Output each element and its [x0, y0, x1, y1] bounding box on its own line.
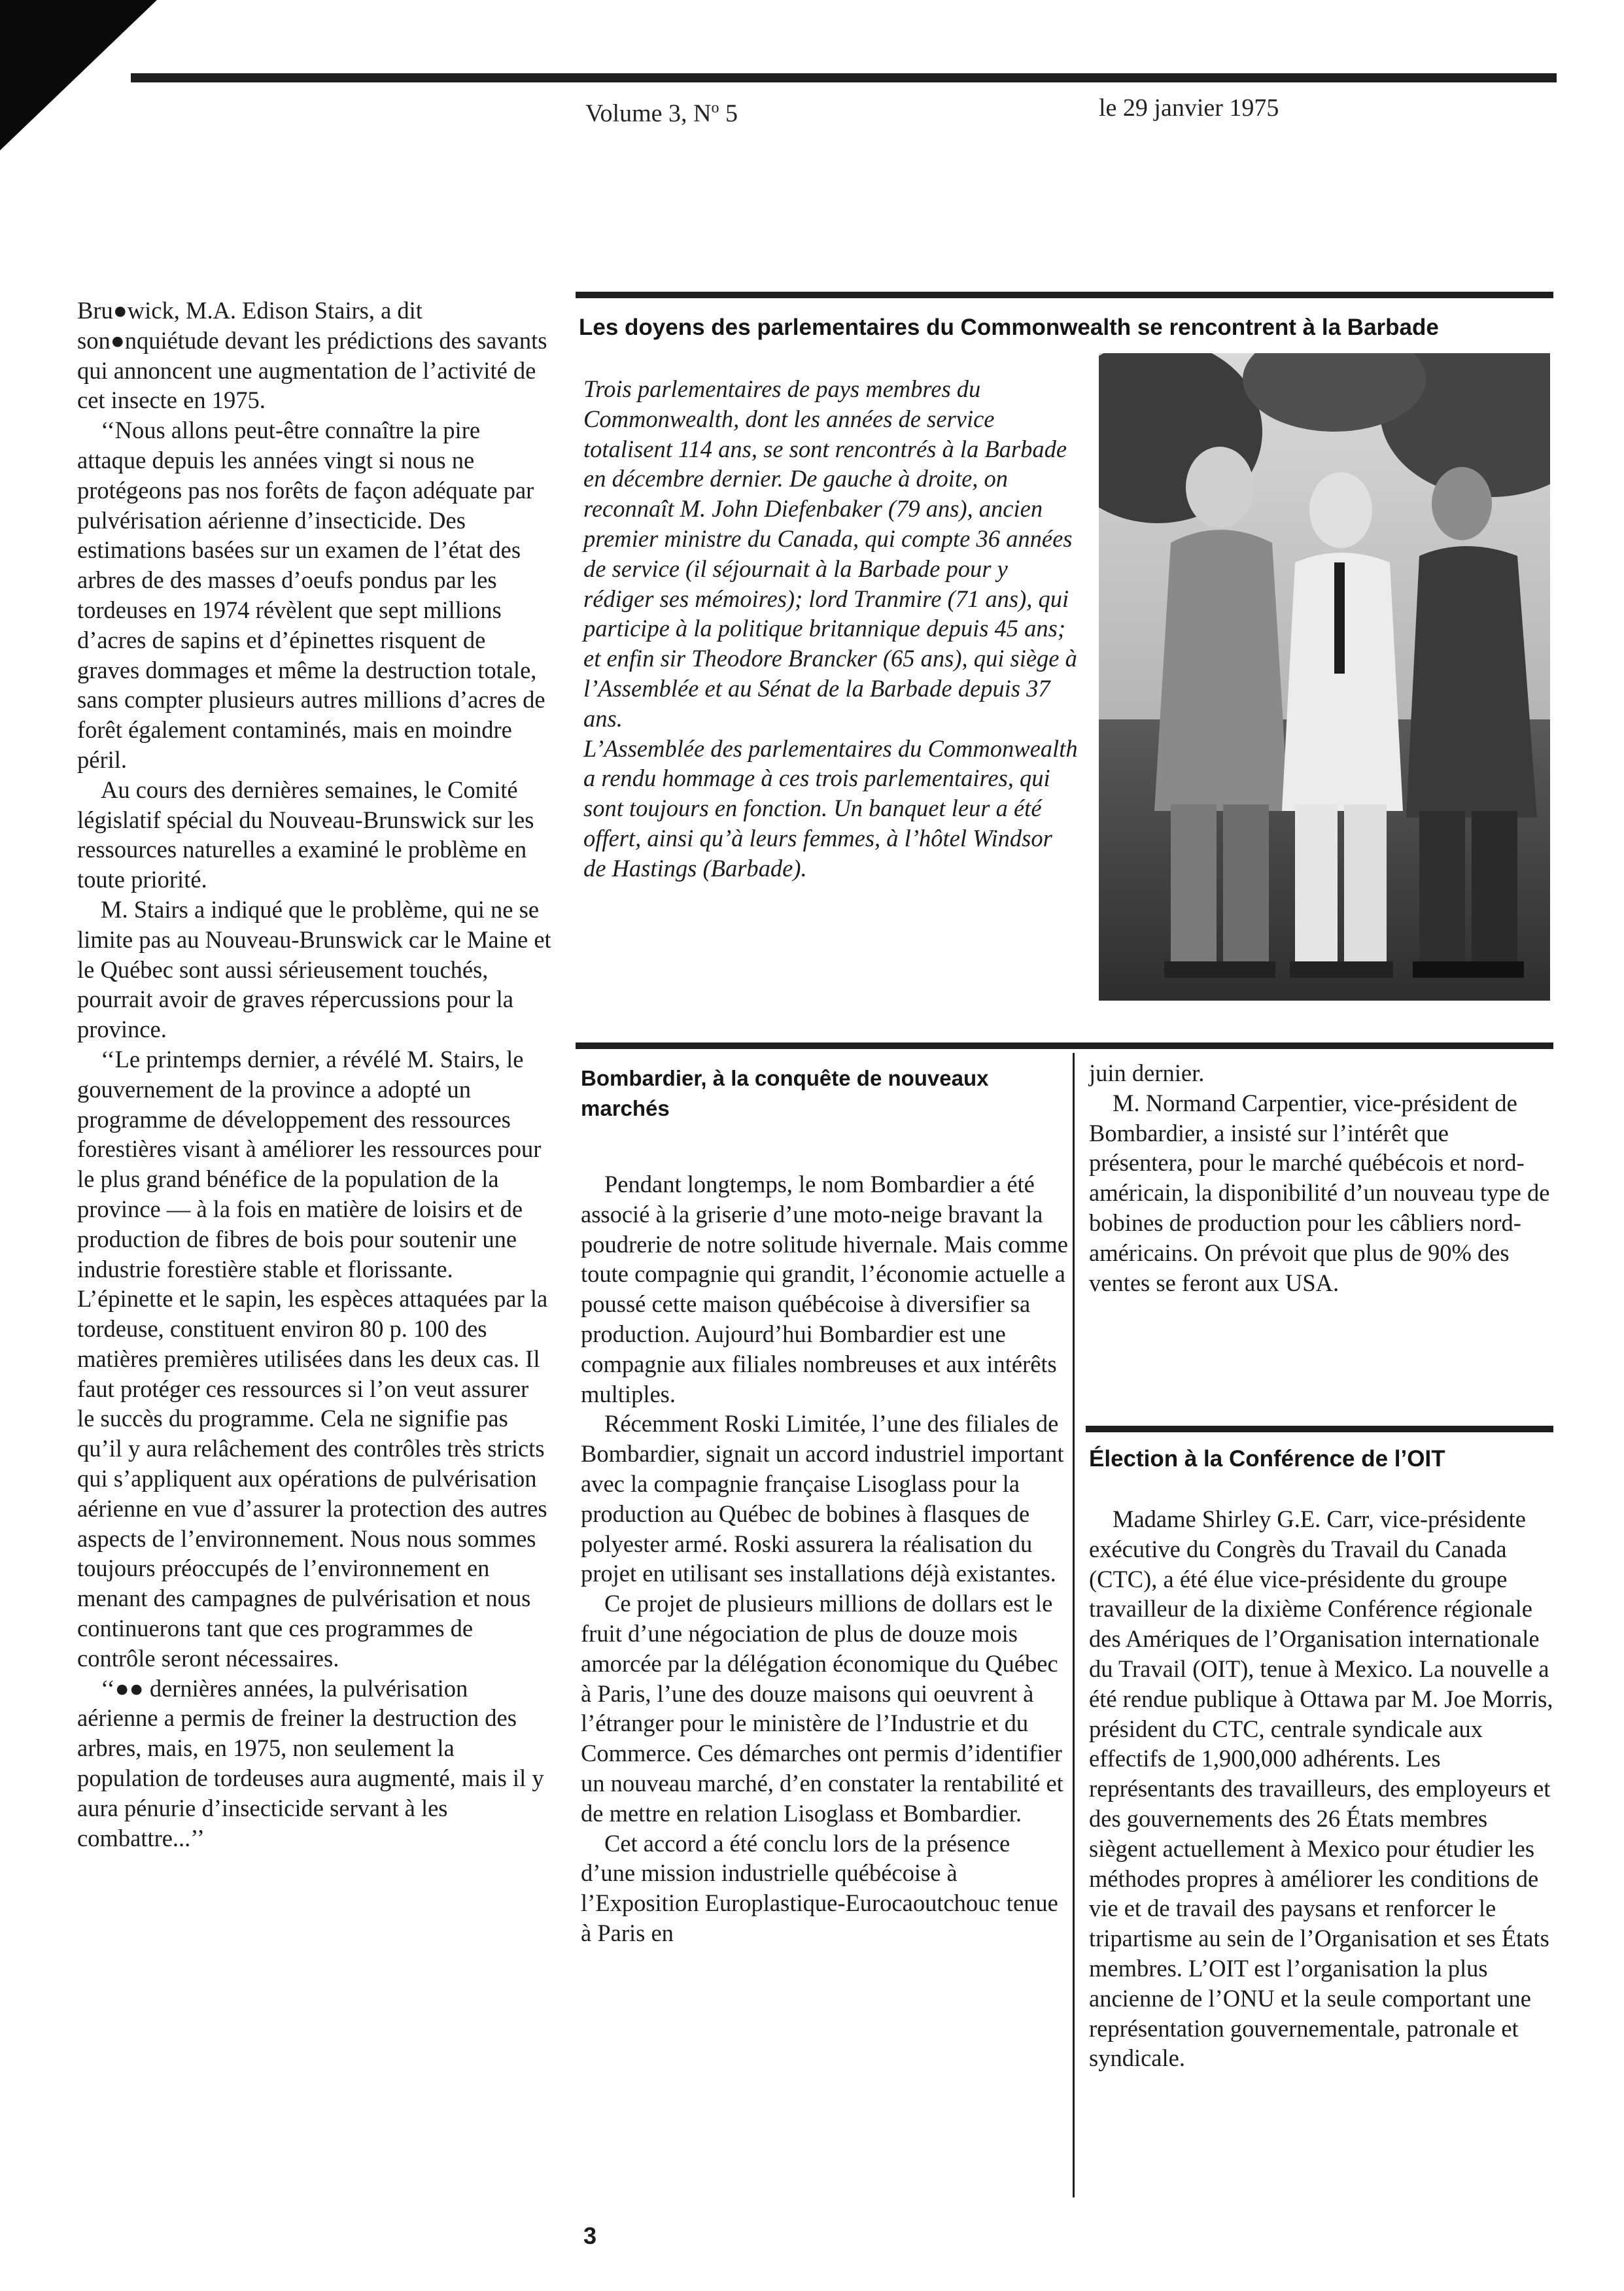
left-paragraph: Bru●wick, M.A. Edison Stairs, a dit son●nquiétude devant les prédictions des savants qui annoncent une augmentation de l’activité de cet insecte en 1975. [77, 297, 547, 414]
bombardier-paragraph: M. Normand Carpentier, vice-président de Bombardier, a insisté sur l’intérêt que présentera, pour le marché québécois et nord-américain, la disponibilité d’un nouveau type de bobines de production pour les câbliers nord-américains. On prévoit que plus de 90% des ventes se feront aux USA. [1089, 1089, 1550, 1296]
issue-date: le 29 janvier 1975 [1099, 94, 1279, 122]
bombardier-col2 [1089, 1058, 1555, 1298]
bombardier-col1 [581, 1169, 1068, 1948]
left-paragraph: M. Stairs a indiqué que le problème, qui ne se limite pas au Nouveau-Brunswick car le Maine et le Québec sont aussi sérieusement touchés, pourrait avoir de graves répercussions pour la province. [77, 895, 551, 1043]
page-number: 3 [583, 2222, 597, 2249]
left-column-article [77, 296, 551, 1853]
column-divider [1073, 1053, 1075, 2197]
caption-paragraph: L’Assemblée des parlementaires du Commonwealth a rendu hommage à ces trois parlementaires, qui sont toujours en fonction. Un banquet leur a été offert, ainsi qu’à leurs femmes, à l’hôtel Windsor de Hastings (Barbade). [583, 734, 1078, 882]
left-paragraph: ‘‘Le printemps dernier, a révélé M. Stairs, le gouvernement de la province a adopté un programme de développement des ressources forestières visant à améliorer les ressources pour le plus grand bénéfice de la population de la province — à la fois en matière de loisirs et de production de fibres de bois pour soutenir une industrie forestière stable et florissante. L’épinette et le sapin, les espèces attaquées par la tordeuse, constituent environ 80 p. 100 des matières premières utilisées dans les deux cas. Il faut protéger ces ressources si l’on veut assurer le succès du programme. Cela ne signifie pas qu’il y aura relâchement des contrôles très stricts qui s’appliquent aux opérations de pulvérisation aérienne en vue d’assurer la protection des autres aspects de l’environnement. Nous nous sommes toujours préoccupés de l’environnement en menant des campagnes de pulvérisation et nous continuerons tant que ces programmes de contrôle seront nécessaires. [77, 1045, 548, 1672]
bombardier-top-rule [576, 1042, 1553, 1049]
oit-body [1089, 1504, 1555, 2073]
bombardier-paragraph: Récemment Roski Limitée, l’une des filiales de Bombardier, signait un accord industriel important avec la compagnie française Lisoglass pour la production au Québec de bobines à flasques de polyester armé. Roski assurera la réalisation du projet en utilisant ses installations déjà existantes. [581, 1410, 1064, 1587]
bombardier-paragraph: Pendant longtemps, le nom Bombardier a été associé à la griserie d’une moto-neige bravant la poudrerie de notre solitude hivernale. Mais comme toute compagnie qui grandit, l’économie actuelle a poussé cette maison québécoise à diversifier sa production. Aujourd’hui Bombardier est une compagnie aux filiales nombreuses et aux intérêts multiples. [581, 1171, 1068, 1407]
oit-headline: Élection à la Conférence de l’OIT [1089, 1446, 1445, 1472]
barbade-headline: Les doyens des parlementaires du Commonwealth se rencontrent à la Barbade [579, 315, 1439, 340]
bombardier-paragraph: Cet accord a été conclu lors de la présence d’une mission industrielle québécoise à l’Exposition Europlastique-Eurocaoutchouc tenue à Paris en [581, 1829, 1058, 1946]
left-paragraph: ‘‘Nous allons peut-être connaître la pire attaque depuis les années vingt si nous ne protégeons pas nos forêts de façon adéquate par pulvérisation aérienne d’insecticide. Des estimations basées sur un examen de l’état des arbres de des masses d’oeufs pondus par les tordeuses en 1974 révèlent que sept millions d’acres de sapins et d’épinettes risquent de graves dommages et même la destruction totale, sans compter plusieurs autres millions d’acres de forêt également contaminés, mais en moindre péril. [77, 417, 545, 773]
oit-top-rule [1086, 1426, 1553, 1432]
left-paragraph: ‘‘●● dernières années, la pulvérisation aérienne a permis de freiner la destruction des arbres, mais, en 1975, non seulement la population de tordeuses aura augmenté, mais il y aura pénurie d’insecticide servant à les combattre...’’ [77, 1674, 544, 1852]
oit-paragraph: Madame Shirley G.E. Carr, vice-présidente exécutive du Congrès du Travail du Canada (CTC), a été élue vice-présidente du groupe travailleur de la dixième Conférence régionale des Amériques de l’Organisation internationale du Travail (OIT), tenue à Mexico. La nouvelle a été rendue publique à Ottawa par M. Joe Morris, président du CTC, centrale syndicale aux effectifs de 1,900,000 adhérents. Les représentants des travailleurs, des employeurs et des gouvernements des 26 États membres siègent actuellement à Mexico pour étudier les méthodes propres à améliorer les conditions de vie et de travail des paysans et renforcer le tripartisme au sein de l’Organisation et ses États membres. L’OIT est l’organisation la plus ancienne de l’ONU et la seule comportant une représentation gouvernementale, patronale et syndicale. [1089, 1506, 1553, 2072]
volume-superscript: o [711, 99, 719, 116]
volume-label [585, 92, 738, 128]
left-paragraph: Au cours des dernières semaines, le Comité législatif spécial du Nouveau-Brunswick sur les ressources naturelles a examiné le problème en toute priorité. [77, 776, 534, 893]
barbade-caption [583, 374, 1080, 884]
caption-paragraph: Trois parlementaires de pays membres du Commonwealth, dont les années de service totalisent 114 ans, se sont rencontrés à la Barbade en décembre dernier. De gauche à droite, on reconnaît M. John Diefenbaker (79 ans), ancien premier ministre du Canada, qui compte 36 années de service (il séjournait à la Barbade pour y rédiger ses mémoires); lord Tranmire (71 ans), qui participe à la politique britannique depuis 45 ans; et enfin sir Theodore Brancker (65 ans), qui siège à l’Assemblée et au Sénat de la Barbade depuis 37 ans. [583, 375, 1077, 732]
top-rule [131, 73, 1557, 82]
volume-issue: 5 [719, 99, 738, 128]
volume-text: Volume 3, N [585, 99, 712, 128]
photo-illustration [1099, 353, 1550, 1001]
bombardier-paragraph: juin dernier. [1089, 1059, 1205, 1086]
barbade-photo [1099, 353, 1550, 1001]
bombardier-paragraph: Ce projet de plusieurs millions de dollars est le fruit d’une négociation de plus de douze mois amorcée par la délégation économique du Québec à Paris, l’une des douze maisons qui oeuvrent à l’étranger pour le ministère de l’Industrie et du Commerce. Ces démarches ont permis d’identifier un nouveau marché, d’en constater la rentabilité et de mettre en relation Lisoglass et Bombardier. [581, 1590, 1063, 1827]
barbade-top-rule [576, 292, 1553, 298]
bombardier-headline: Bombardier, à la conquête de nouveaux marchés [581, 1066, 989, 1120]
